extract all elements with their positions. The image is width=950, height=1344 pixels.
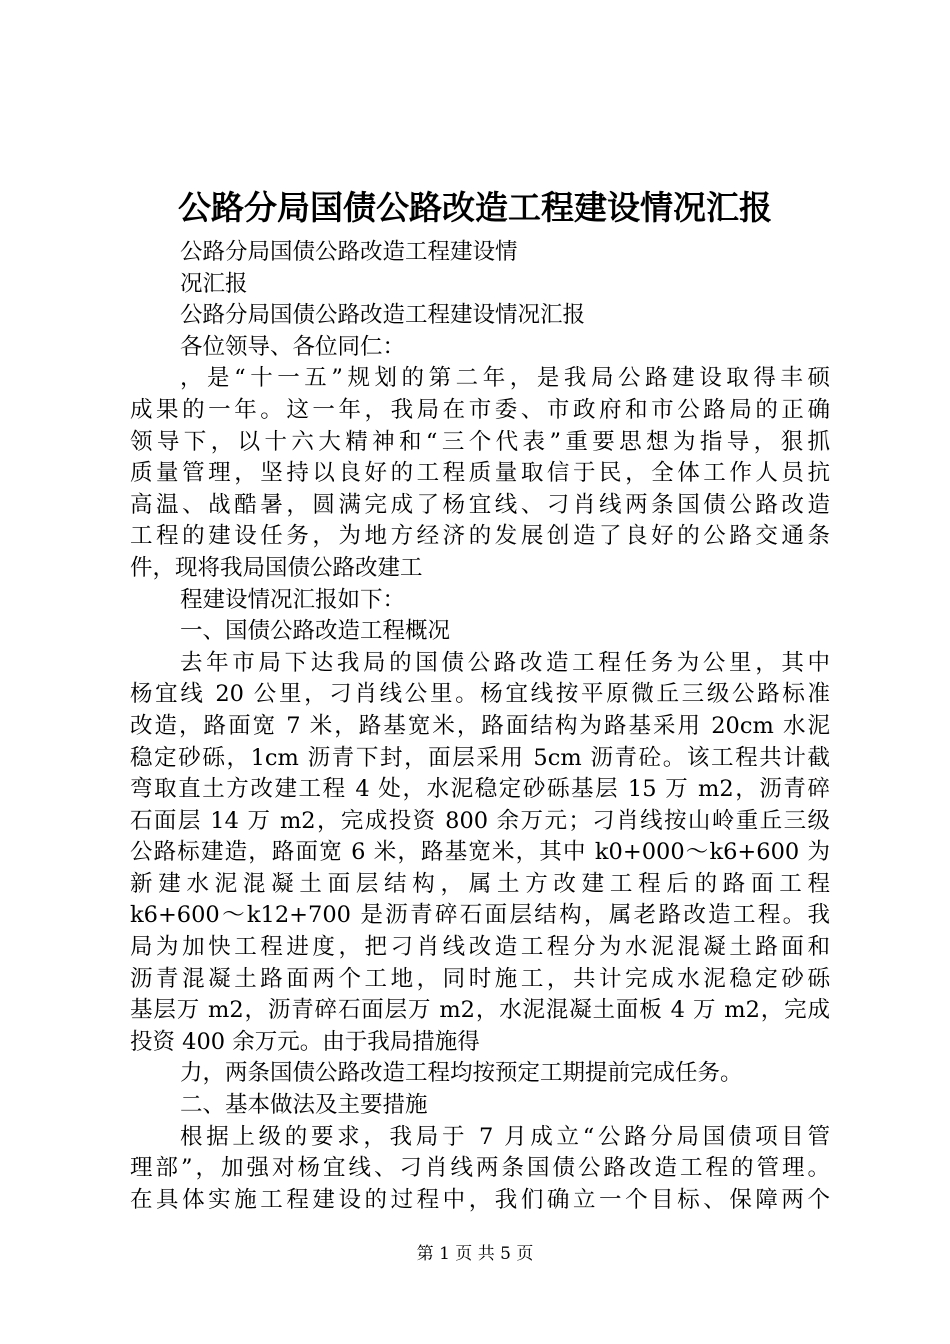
- text-line: 新建水泥混凝土面层结构，属土方改建工程后的路面工程: [130, 870, 830, 897]
- text-line: 公路标建造，路面宽 6 米，路基宽米，其中 k0+000～k6+600 为: [130, 839, 830, 866]
- text-line: 高温、战酷暑，圆满完成了杨宜线、刁肖线两条国债公路改造: [130, 491, 830, 518]
- text-line: 成果的一年。这一年，我局在市委、市政府和市公路局的正确: [130, 396, 830, 423]
- text-line: 理部”，加强对杨宜线、刁肖线两条国债公路改造工程的管理。: [130, 1155, 830, 1182]
- text-line: 局为加快工程进度，把刁肖线改造工程分为水泥混凝土路面和: [130, 934, 830, 961]
- document-title: 公路分局国债公路改造工程建设情况汇报: [178, 188, 772, 227]
- text-line: 质量管理，坚持以良好的工程质量取信于民，全体工作人员抗: [130, 460, 830, 487]
- text-line: k6+600～k12+700 是沥青碎石面层结构，属老路改造工程。我: [130, 902, 830, 929]
- document-body: [130, 237, 830, 1216]
- text-line: 工程的建设任务，为地方经济的发展创造了良好的公路交通条: [130, 523, 830, 550]
- text-line: 去年市局下达我局的国债公路改造工程任务为公里，其中: [180, 649, 830, 676]
- text-line: 在具体实施工程建设的过程中，我们确立一个目标、保障两个: [130, 1186, 830, 1213]
- text-line: 投资 400 余万元。由于我局措施得: [130, 1028, 480, 1055]
- text-line: 根据上级的要求，我局于 7 月成立“公路分局国债项目管: [180, 1123, 830, 1150]
- text-line: 弯取直土方改建工程 4 处，水泥稳定砂砾基层 15 万 m2，沥青碎: [130, 776, 830, 803]
- text-line: 公路分局国债公路改造工程建设情况汇报: [180, 302, 586, 329]
- text-line: 各位领导、各位同仁：: [180, 333, 406, 360]
- text-line: 杨宜线 20 公里，刁肖线公里。杨宜线按平原微丘三级公路标准: [130, 681, 830, 708]
- page-footer: 第 1 页 共 5 页: [416, 1244, 534, 1264]
- text-line: 件，现将我局国债公路改建工: [130, 554, 423, 581]
- text-line: 力，两条国债公路改造工程均按预定工期提前完成任务。: [180, 1060, 743, 1087]
- text-line: ，是“十一五”规划的第二年，是我局公路建设取得丰硕: [180, 365, 830, 392]
- text-line: 二、基本做法及主要措施: [180, 1092, 428, 1119]
- text-line: 基层万 m2，沥青碎石面层万 m2，水泥混凝土面板 4 万 m2，完成: [130, 997, 830, 1024]
- text-line: 程建设情况汇报如下：: [180, 586, 406, 613]
- text-line: 沥青混凝土路面两个工地，同时施工，共计完成水泥稳定砂砾: [130, 965, 830, 992]
- text-line: 况汇报: [180, 270, 248, 297]
- text-line: 稳定砂砾，1cm 沥青下封，面层采用 5cm 沥青砼。该工程共计截: [130, 744, 830, 771]
- text-line: 领导下，以十六大精神和“三个代表”重要思想为指导，狠抓: [130, 428, 830, 455]
- text-line: 一、国债公路改造工程概况: [180, 618, 451, 645]
- text-line: 石面层 14 万 m2，完成投资 800 余万元；刁肖线按山岭重丘三级: [130, 807, 830, 834]
- text-line: 改造，路面宽 7 米，路基宽米，路面结构为路基采用 20cm 水泥: [130, 712, 830, 739]
- text-line: 公路分局国债公路改造工程建设情: [180, 239, 518, 265]
